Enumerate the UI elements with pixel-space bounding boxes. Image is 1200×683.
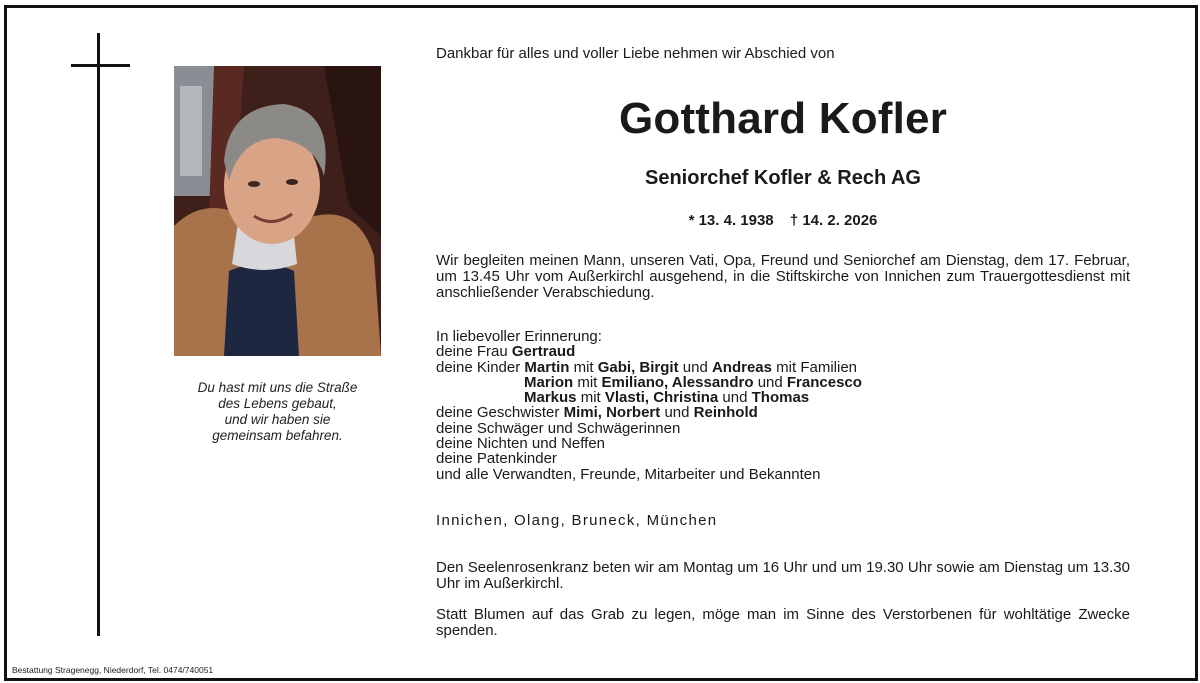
family-child: [436, 390, 862, 405]
wife-name: Gertraud: [511, 343, 576, 361]
family-inlaws: deine Schwäger und Schwägerinnen: [436, 419, 681, 437]
wife-prefix: deine Frau: [436, 343, 508, 361]
children-suffix: mit Familien: [776, 358, 858, 376]
children-prefix: deine Kinder: [436, 358, 521, 376]
child-name: Markus: [524, 389, 577, 407]
siblings-names: Mimi, Norbert: [563, 404, 661, 422]
family-nieces: deine Nichten und Neffen: [436, 435, 606, 453]
poem-line: des Lebens gebaut,: [218, 396, 337, 411]
grandchildren-names: Emiliano, Alessandro: [601, 373, 754, 391]
grandchildren-names: Vlasti, Christina: [604, 389, 719, 407]
child-name: Martin: [524, 358, 570, 376]
sibling-name: Reinhold: [693, 404, 758, 422]
connector: mit: [577, 373, 598, 391]
rosary-paragraph: Den Seelenrosenkranz beten wir am Montag um 16 Uhr und um 19.30 Uhr sowie am Dienstag um 13.30 Uhr im Außerkirchl.: [436, 559, 1130, 592]
family-others: und alle Verwandten, Freunde, Mitarbeiter und Bekannten: [436, 465, 821, 483]
flowers-paragraph: Statt Blumen auf das Grab zu legen, möge man im Sinne des Verstorbenen für wohltätige Zwecke spenden.: [436, 606, 1130, 639]
family-child: [436, 375, 862, 390]
siblings-prefix: deine Geschwister: [436, 404, 560, 422]
death-date: † 14. 2. 2026: [789, 212, 878, 229]
poem-line: gemeinsam befahren.: [212, 428, 343, 443]
connector: und: [757, 373, 783, 391]
family-siblings: [436, 405, 862, 420]
grandchildren-names: Gabi, Birgit: [597, 358, 679, 376]
life-dates: [436, 212, 1130, 229]
family-godchildren: deine Patenkinder: [436, 450, 557, 468]
family-list: [436, 329, 862, 482]
connector: und: [722, 389, 748, 407]
connector: mit: [573, 358, 594, 376]
funeral-paragraph: Wir begleiten meinen Mann, unseren Vati, Opa, Freund und Seniorchef am Dienstag, dem 17. Februar, um 13.45 Uhr vom Außerkirchl ausgehend, in die Stiftskirche von Innichen zum Trauergottesdienst mit anschließender Verabschiedung.: [436, 252, 1130, 301]
intro-text: Dankbar für alles und voller Liebe nehmen wir Abschied von: [436, 45, 835, 62]
child-name: Marion: [524, 373, 574, 391]
grandchild-name: Andreas: [711, 358, 772, 376]
poem-line: und wir haben sie: [224, 412, 331, 427]
connector: mit: [580, 389, 601, 407]
places-line: Innichen, Olang, Bruneck, München: [436, 512, 718, 529]
poem-line: Du hast mit uns die Straße: [197, 380, 358, 395]
poem-quote: [174, 380, 381, 444]
birth-date: * 13. 4. 1938: [688, 212, 774, 229]
cross-vertical-beam: [97, 33, 100, 636]
family-wife: [436, 344, 862, 359]
connector: und: [664, 404, 690, 422]
grandchild-name: Francesco: [786, 373, 862, 391]
deceased-name: Gotthard Kofler: [618, 94, 948, 143]
family-child: [436, 360, 862, 375]
cross-horizontal-beam: [71, 64, 130, 67]
family-heading: In liebevoller Erinnerung:: [436, 328, 602, 345]
grandchild-name: Thomas: [751, 389, 810, 407]
portrait-photo: [174, 66, 381, 356]
deceased-role: Seniorchef Kofler & Rech AG: [645, 167, 921, 189]
funeral-home-footer: Bestattung Stragenegg, Niederdorf, Tel. 0474/740051: [12, 665, 214, 675]
connector: und: [682, 358, 708, 376]
